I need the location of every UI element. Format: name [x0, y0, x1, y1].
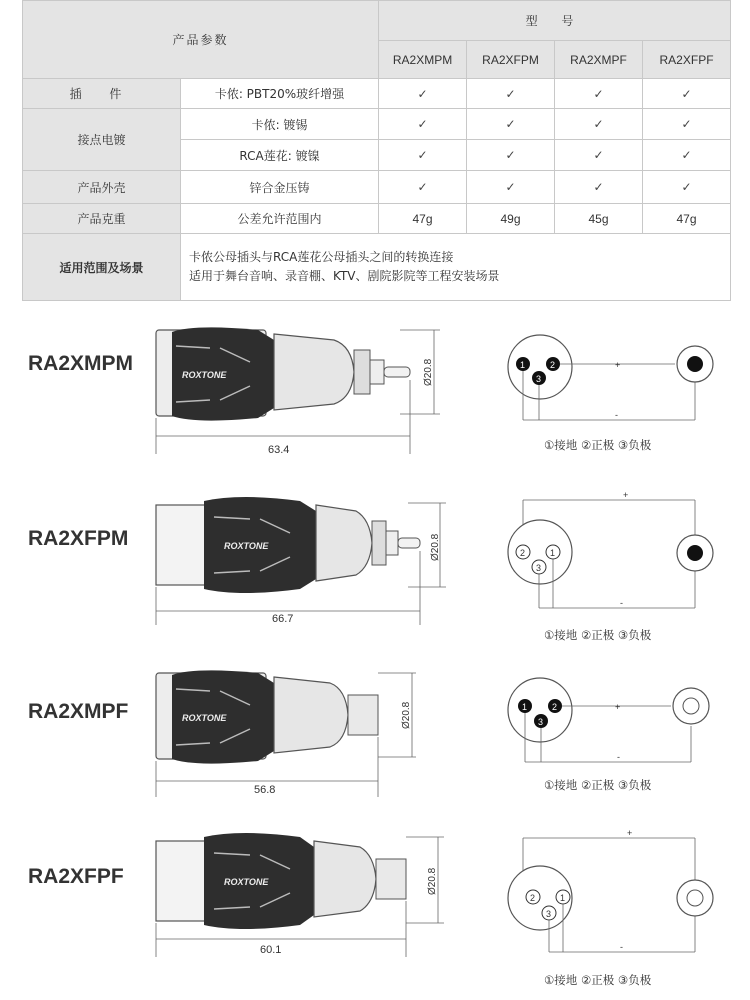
model-col-2: RA2XFPM — [467, 41, 555, 79]
housing — [274, 334, 354, 410]
check-mark: ✓ — [467, 140, 555, 171]
pin-label: 3 — [546, 909, 552, 919]
diameter-label: Ø20.8 — [401, 701, 412, 729]
pin-label: 1 — [550, 548, 556, 558]
model-col-1: RA2XMPM — [379, 41, 467, 79]
row-spec: 卡侬: 镀锡 — [181, 109, 379, 140]
housing — [316, 505, 372, 581]
rca-collar — [372, 521, 386, 565]
brand-logo: ROXTONE — [224, 541, 269, 551]
pin-label: 2 — [520, 548, 526, 558]
plus-sign: + — [627, 828, 633, 838]
housing — [314, 841, 376, 917]
row-category: 产品外壳 — [23, 171, 181, 204]
table-row — [23, 234, 731, 301]
weight-value: 47g — [643, 204, 731, 234]
check-mark: ✓ — [379, 109, 467, 140]
spec-table — [22, 0, 731, 301]
check-mark: ✓ — [555, 109, 643, 140]
pin-label: 1 — [522, 702, 528, 712]
minus-sign: - — [617, 752, 620, 762]
model-col-3: RA2XMPF — [555, 41, 643, 79]
connector-drawing — [150, 825, 450, 960]
connector-drawing — [150, 665, 450, 800]
row-category: 接点电镀 — [23, 109, 181, 171]
wiring-diagram — [495, 668, 735, 780]
pin-label: 3 — [536, 374, 542, 384]
row-category: 产品克重 — [23, 204, 181, 234]
pin-label: 1 — [560, 893, 566, 903]
scope-title: 适用范围及场景 — [23, 234, 181, 301]
rca-female-socket — [376, 859, 406, 899]
check-mark: ✓ — [379, 140, 467, 171]
pin-legend: ①接地 ②正极 ③负极 — [544, 628, 652, 642]
weight-value: 47g — [379, 204, 467, 234]
length-label: 63.4 — [268, 444, 290, 456]
length-label: 56.8 — [254, 784, 276, 796]
pin-label: 3 — [536, 563, 542, 573]
row-category: 插 件 — [23, 79, 181, 109]
plus-sign: + — [615, 360, 621, 370]
connector-drawing — [150, 493, 450, 628]
rca-collar — [354, 350, 370, 394]
weight-value: 49g — [467, 204, 555, 234]
check-mark: ✓ — [643, 79, 731, 109]
wiring-diagram — [495, 828, 735, 963]
minus-sign: - — [615, 410, 618, 420]
plus-sign: + — [615, 702, 621, 712]
product-name: RA2XMPM — [28, 352, 134, 375]
brand-logo: ROXTONE — [182, 370, 227, 380]
product-name: RA2XFPM — [28, 527, 129, 550]
check-mark: ✓ — [643, 171, 731, 204]
wiring-diagram — [495, 322, 735, 434]
check-mark: ✓ — [467, 171, 555, 204]
pin-legend: ①接地 ②正极 ③负极 — [544, 438, 652, 452]
table-row — [23, 171, 731, 204]
length-label: 60.1 — [260, 944, 282, 956]
product-name: RA2XMPF — [28, 700, 129, 723]
wiring-diagram — [495, 490, 735, 622]
model-col-4: RA2XFPF — [643, 41, 731, 79]
minus-sign: - — [620, 942, 623, 952]
brand-logo: ROXTONE — [182, 713, 227, 723]
plus-sign: + — [623, 490, 629, 500]
check-mark: ✓ — [555, 140, 643, 171]
rca-pin — [384, 367, 410, 377]
pin-label: 3 — [538, 717, 544, 727]
diameter-label: Ø20.8 — [423, 358, 434, 386]
scope-description — [181, 234, 731, 301]
check-mark: ✓ — [555, 79, 643, 109]
rca-female-socket — [348, 695, 378, 735]
pin-label: 2 — [530, 893, 536, 903]
weight-value: 45g — [555, 204, 643, 234]
check-mark: ✓ — [467, 109, 555, 140]
check-mark: ✓ — [379, 171, 467, 204]
pin-legend: ①接地 ②正极 ③负极 — [544, 778, 652, 792]
pin-label: 2 — [552, 702, 558, 712]
diameter-label: Ø20.8 — [427, 867, 438, 895]
product-name: RA2XFPF — [28, 865, 124, 888]
check-mark: ✓ — [643, 109, 731, 140]
scope-line: 卡侬公母插头与RCA莲花公母插头之间的转换连接 — [189, 250, 454, 264]
pin-label: 1 — [520, 360, 526, 370]
table-row — [23, 204, 731, 234]
table-title: 产品参数 — [23, 1, 379, 79]
diameter-label: Ø20.8 — [430, 533, 441, 561]
row-spec: 卡侬: PBT20%玻纤增强 — [181, 79, 379, 109]
scope-line: 适用于舞台音响、录音棚、KTV、剧院影院等工程安装场景 — [189, 269, 500, 283]
row-spec: 公差允许范围内 — [181, 204, 379, 234]
pin-legend: ①接地 ②正极 ③负极 — [544, 973, 652, 987]
brand-logo: ROXTONE — [224, 877, 269, 887]
row-spec: 锌合金压铸 — [181, 171, 379, 204]
connector-drawing — [150, 322, 450, 457]
check-mark: ✓ — [379, 79, 467, 109]
check-mark: ✓ — [467, 79, 555, 109]
housing — [274, 677, 348, 753]
xlr-face — [508, 678, 572, 742]
check-mark: ✓ — [643, 140, 731, 171]
table-row — [23, 79, 731, 109]
check-mark: ✓ — [555, 171, 643, 204]
model-header: 型 号 — [379, 1, 731, 41]
length-label: 66.7 — [272, 613, 294, 625]
table-row — [23, 109, 731, 140]
pin-label: 2 — [550, 360, 556, 370]
row-spec: RCA莲花: 镀镍 — [181, 140, 379, 171]
minus-sign: - — [620, 598, 623, 608]
rca-pin — [398, 538, 420, 548]
